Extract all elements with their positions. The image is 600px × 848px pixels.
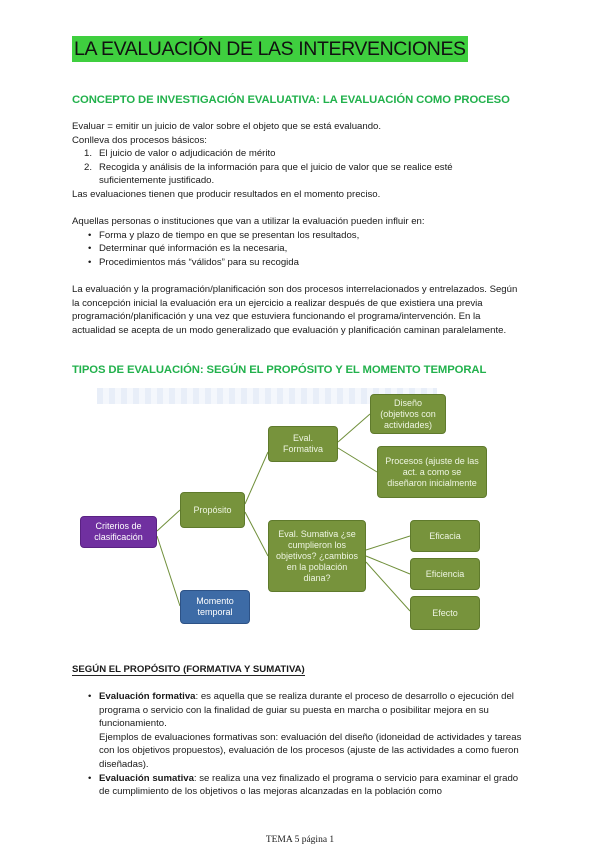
purpose-node: Propósito [180, 492, 245, 528]
efficacy-node: Eficacia [410, 520, 480, 552]
bullet-item: • Forma y plazo de tiempo en que se presentan los resultados, [88, 229, 360, 241]
design-node: Diseño (objetivos con actividades) [370, 394, 446, 434]
efficiency-node: Eficiencia [410, 558, 480, 590]
summative-node: Eval. Sumativa ¿se cumplieron los objetivos? ¿cambios en la población diana? [268, 520, 366, 592]
bullet-item-sumativa: • Evaluación sumativa: se realiza una vez finalizado el programa o servicio para examinar el grado de cumplimiento de los objetivos o las mejoras alcanzadas en la población como [88, 772, 519, 798]
criteria-node: Criterios de clasificación [80, 516, 157, 548]
concepto-block [72, 120, 532, 338]
definition-line: Evaluar = emitir un juicio de valor sobre el objeto que se está evaluando. [72, 121, 382, 132]
processes-intro: Conlleva dos procesos básicos: [72, 134, 207, 146]
section-heading-tipos: TIPOS DE EVALUACIÓN: SEGÚN EL PROPÓSITO Y EL MOMENTO TEMPORAL [72, 364, 487, 376]
processes-node: Procesos (ajuste de las act. a como se diseñaron inicialmente [377, 446, 487, 498]
formative-examples: Ejemplos de evaluaciones formativas son: evaluación del diseño (idoneidad de actividades y tareas con los objetivos propuestos), evaluación de los procesos (ajuste de las actividades a como fueron diseñadas). [99, 731, 522, 770]
section-heading-proposito: SEGÚN EL PROPÓSITO (FORMATIVA Y SUMATIVA) [72, 664, 305, 675]
effect-node: Efecto [410, 596, 480, 630]
proposito-block [72, 690, 522, 799]
list-item: 1. El juicio de valor o adjudicación de mérito [84, 148, 276, 160]
bullet-item: • Procedimientos más “válidos” para su recogida [88, 256, 299, 268]
results-line: Las evaluaciones tienen que producir resultados en el momento preciso. [72, 188, 381, 200]
section-heading-concepto: CONCEPTO DE INVESTIGACIÓN EVALUATIVA: LA EVALUACIÓN COMO PROCESO [72, 94, 510, 106]
classification-diagram [72, 386, 542, 646]
page-title: LA EVALUACIÓN DE LAS INTERVENCIONES [74, 38, 466, 60]
planning-paragraph: La evaluación y la programación/planificación son dos procesos interrelacionados y entrelazados. Según la concepción inicial la evaluación era un ejercicio a realizar después de que existiera una previa programación/planificación y una vez que estuviera funcionando el programa/intervención. En la actualidad se acepta de un modo generalizado que evaluación y planificación caminan paralelamente. [72, 284, 518, 336]
bullet-item-formativa: • Evaluación formativa: es aquella que se realiza durante el proceso de desarrollo o ejecución del programa o servicio con la finalidad de guiar su puesta en marcha o posibilitar mejora en su funcionamiento. [88, 691, 514, 730]
influence-intro: Aquellas personas o instituciones que van a utilizar la evaluación pueden influir en: [72, 216, 425, 228]
bullet-item: • Determinar qué información es la necesaria, [88, 243, 288, 255]
list-item: 2. Recogida y análisis de la información para que el juicio de valor que se realice esté suficientemente justificado. [84, 161, 453, 187]
page-footer: TEMA 5 página 1 [265, 835, 335, 845]
formative-node: Eval. Formativa [268, 426, 338, 462]
temporal-node: Momento temporal [180, 590, 250, 624]
